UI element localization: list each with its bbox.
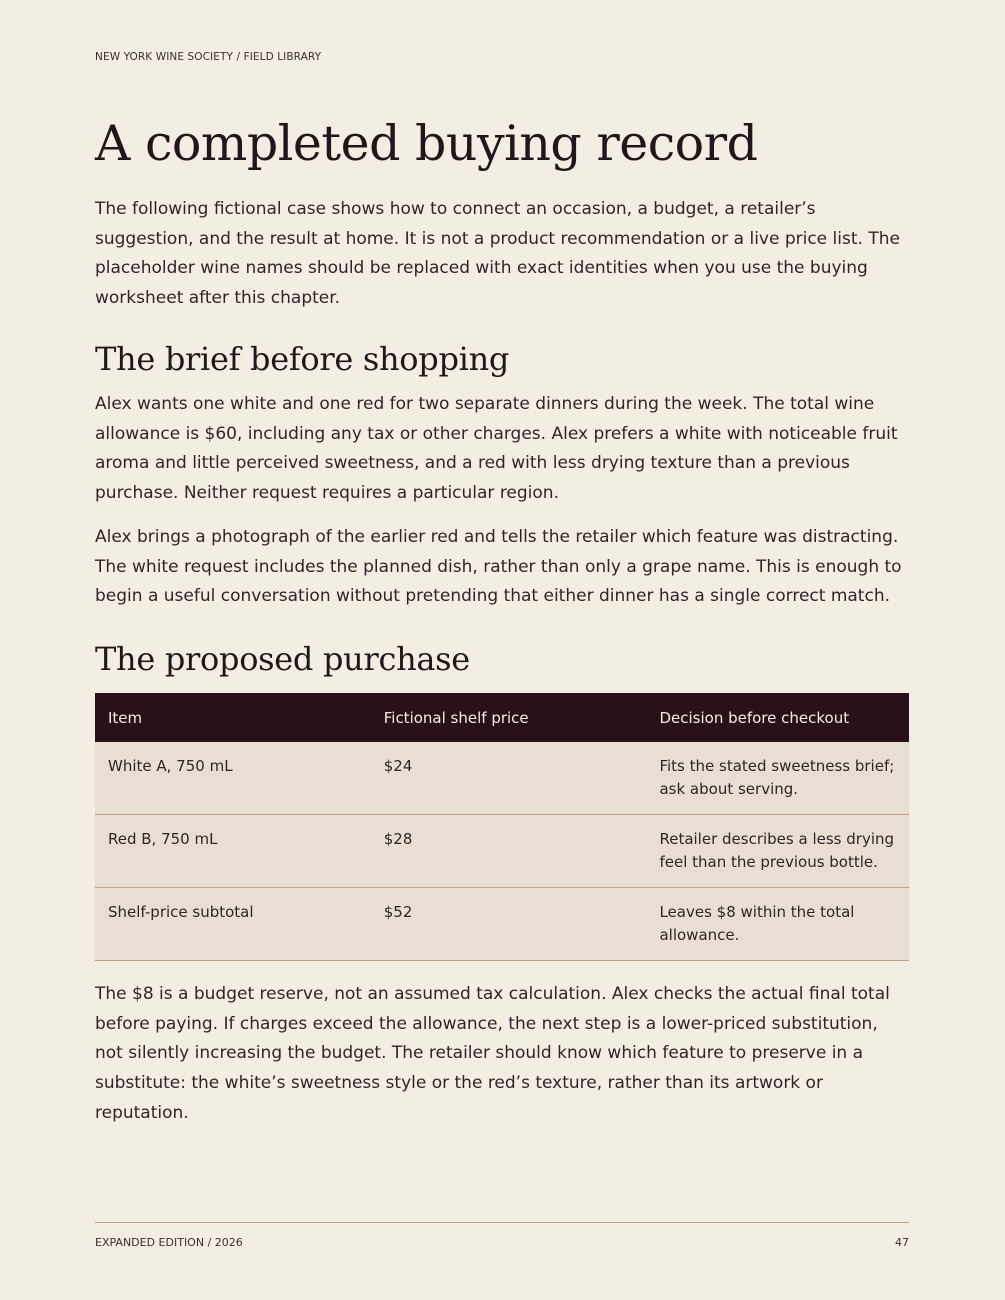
- cell-decision: Fits the stated sweetness brief; ask about serving.: [646, 742, 909, 815]
- cell-price: $52: [371, 888, 647, 961]
- cell-item: Shelf-price subtotal: [95, 888, 371, 961]
- section-heading-purchase: The proposed purchase: [95, 640, 470, 678]
- page: [95, 0, 909, 1300]
- column-header-decision: Decision before checkout: [659, 708, 850, 727]
- footer-divider: [95, 1222, 909, 1223]
- brief-paragraph-1: Alex wants one white and one red for two separate dinners during the week. The total wine allowance is $60, including any tax or other charges. Alex prefers a white with noticeable fruit aroma and little perceived sweetness, and a red with less drying texture than a previous purchase. Neither request requires a particular region.: [95, 394, 898, 504]
- cell-price: $24: [371, 742, 647, 815]
- table-row: [95, 815, 909, 888]
- intro-paragraph: The following fictional case shows how to connect an occasion, a budget, a retailer’s suggestion, and the result at home. It is not a product recommendation or a live price list. The placeholder wine names should be replaced with exact identities when you use the buying worksheet after this chapter.: [95, 199, 900, 309]
- cell-item: White A, 750 mL: [95, 742, 371, 815]
- cell-item: Red B, 750 mL: [95, 815, 371, 888]
- section-heading-brief: The brief before shopping: [95, 340, 510, 378]
- running-head: NEW YORK WINE SOCIETY / FIELD LIBRARY: [95, 51, 322, 63]
- table-row: [95, 742, 909, 815]
- cell-decision: Retailer describes a less drying feel than the previous bottle.: [646, 815, 909, 888]
- page-number: 47: [895, 1236, 909, 1249]
- brief-paragraph-2: Alex brings a photograph of the earlier red and tells the retailer which feature was distracting. The white request includes the planned dish, rather than only a grape name. This is enough to begin a useful conversation without pretending that either dinner has a single correct match.: [95, 527, 902, 607]
- closing-paragraph: The $8 is a budget reserve, not an assumed tax calculation. Alex checks the actual final total before paying. If charges exceed the allowance, the next step is a lower-priced substitution, not silently increasing the budget. The retailer should know which feature to preserve in a substitute: the white’s sweetness style or the red’s texture, rather than its artwork or reputation.: [95, 984, 890, 1123]
- purchase-table: [95, 693, 909, 961]
- footer-edition: EXPANDED EDITION / 2026: [95, 1236, 243, 1249]
- table-header-row: [95, 693, 909, 742]
- cell-price: $28: [371, 815, 647, 888]
- table-row: [95, 888, 909, 961]
- cell-decision: Leaves $8 within the total allowance.: [646, 888, 909, 961]
- column-header-price: Fictional shelf price: [383, 708, 529, 727]
- page-title: A completed buying record: [95, 115, 758, 172]
- column-header-item: Item: [108, 708, 143, 727]
